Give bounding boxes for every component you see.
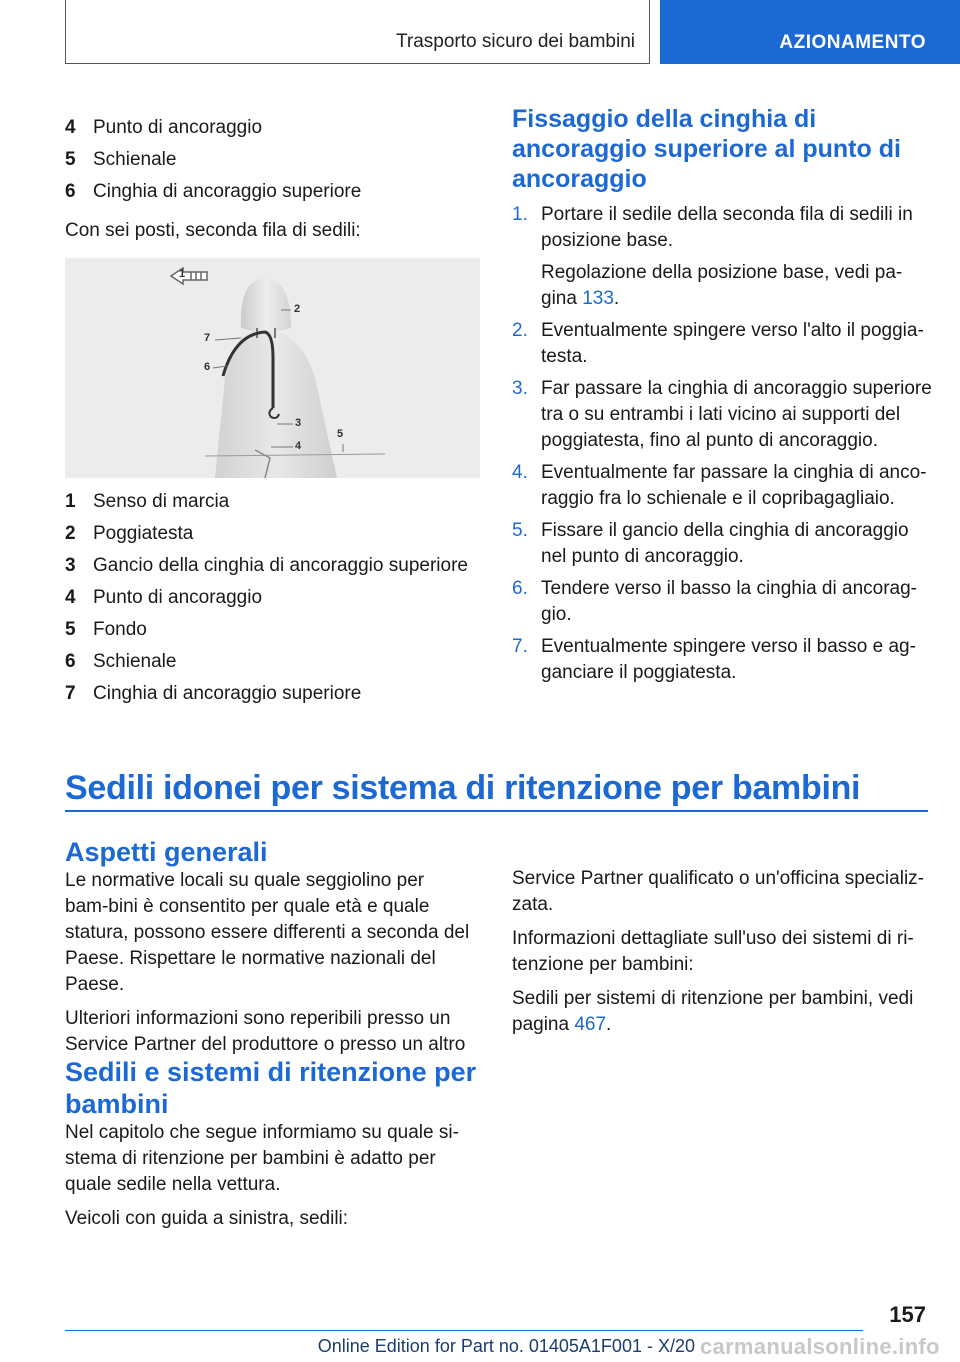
step-item: 5. Fissare il gancio della cinghia di ancoraggio nel punto di ancoraggio.	[512, 520, 909, 567]
page-link-467[interactable]: 467	[574, 1014, 607, 1035]
seats-section	[65, 1056, 585, 1232]
legend-item: 5 Schienale	[65, 149, 177, 170]
general-p1: Le normative locali su quale seggiolino per bam-bini è consentito per quale età e quale statura, possono essere differenti a seconda del Paese. Rispettare le normative nazionali del Paese.	[65, 870, 470, 995]
fix-steps	[512, 202, 932, 686]
callout-2: 2	[294, 303, 301, 315]
legend-item: 3 Gancio della cinghia di ancoraggio superiore	[65, 555, 468, 576]
general-title: Aspetti generali	[65, 837, 268, 867]
legend-item: 2 Poggiatesta	[65, 523, 194, 544]
callout-3: 3	[295, 417, 302, 429]
chapter-title: Trasporto sicuro dei bambini	[395, 31, 635, 52]
legend-item: 1 Senso di marcia	[65, 491, 230, 512]
headrest-shape	[241, 278, 291, 332]
seats-p2: Veicoli con guida a sinistra, sedili:	[65, 1208, 349, 1229]
legend-item: 4 Punto di ancoraggio	[65, 587, 263, 608]
seats-p1: Nel capitolo che segue informiamo su quale si-stema di ritenzione per bambini è adatto per quale sedile nella vettura.	[65, 1122, 459, 1195]
callout-5: 5	[337, 428, 344, 440]
section-tab-label: AZIONAMENTO	[779, 32, 926, 53]
step-item: 4. Eventualmente far passare la cinghia di anco-raggio fra lo schienale e il copribagagliaio.	[512, 462, 927, 509]
step-subnote: Regolazione della posizione base, vedi pa-gina 133.	[541, 262, 903, 309]
section-tab[interactable]	[660, 0, 960, 64]
main-heading-block	[65, 768, 928, 812]
figure-drawing	[65, 258, 480, 478]
fix-section-title: Fissaggio della cinghia di ancoraggio superiore al punto di ancoraggio	[512, 105, 901, 193]
callout-1: 1	[179, 268, 186, 280]
footer-rule	[65, 1330, 863, 1331]
legend-bottom	[65, 486, 480, 710]
legend-item: 6 Cinghia di ancoraggio superiore	[65, 181, 362, 202]
step-item: 2. Eventualmente spingere verso l'alto il poggia-testa.	[512, 320, 924, 367]
heading-rule	[65, 810, 928, 812]
direction-arrow	[171, 268, 207, 284]
legend-item: 7 Cinghia di ancoraggio superiore	[65, 683, 362, 704]
page-number: 157	[889, 1302, 926, 1327]
legend-item: 6 Schienale	[65, 651, 177, 672]
general-p2: Ulteriori informazioni sono reperibili presso un Service Partner del produttore o presso un altro	[65, 1008, 466, 1055]
page-header	[0, 0, 960, 64]
right-column	[512, 104, 932, 692]
step-item: 1. Portare il sedile della seconda fila di sedili in posizione base. Regolazione della posizione base, vedi pa-gina 133.	[512, 202, 932, 312]
step-item: 3. Far passare la cinghia di ancoraggio superiore tra o su entrambi i lati vicino ai supporti del poggiatesta, fino al punto di ancoraggio.	[512, 378, 932, 451]
general-p4: Informazioni dettagliate sull'uso dei sistemi di ri-tenzione per bambini:	[512, 928, 914, 975]
callout-4: 4	[295, 440, 302, 452]
step-item: 6. Tendere verso il basso la cinghia di ancorag-gio.	[512, 578, 917, 625]
page-link-133[interactable]: 133	[582, 288, 614, 309]
callout-7: 7	[204, 332, 211, 344]
left-column	[65, 112, 480, 710]
legend-item: 4 Punto di ancoraggio	[65, 117, 263, 138]
seats-title: Sedili e sistemi di ritenzione per bambini	[65, 1057, 477, 1119]
general-p3: Service Partner qualificato o un'officina specializ-zata.	[512, 868, 924, 915]
headrest-tether-figure	[65, 258, 480, 478]
step-item: 7. Eventualmente spingere verso il basso e ag-ganciare il poggiatesta.	[512, 636, 916, 683]
callout-6: 6	[204, 361, 211, 373]
general-p5: Sedili per sistemi di ritenzione per bambini, vedi pagina 467.	[512, 988, 914, 1035]
footer-edition: Online Edition for Part no. 01405A1F001 - X/20	[317, 1336, 695, 1356]
main-heading: Sedili idonei per sistema di ritenzione per bambini	[65, 769, 861, 807]
legend-top	[65, 112, 480, 208]
legend-item: 5 Fondo	[65, 619, 147, 640]
watermark: carmanualsonline.info	[700, 1334, 940, 1359]
header-title-box	[65, 0, 650, 64]
intro-text: Con sei posti, seconda fila di sedili:	[65, 220, 361, 241]
